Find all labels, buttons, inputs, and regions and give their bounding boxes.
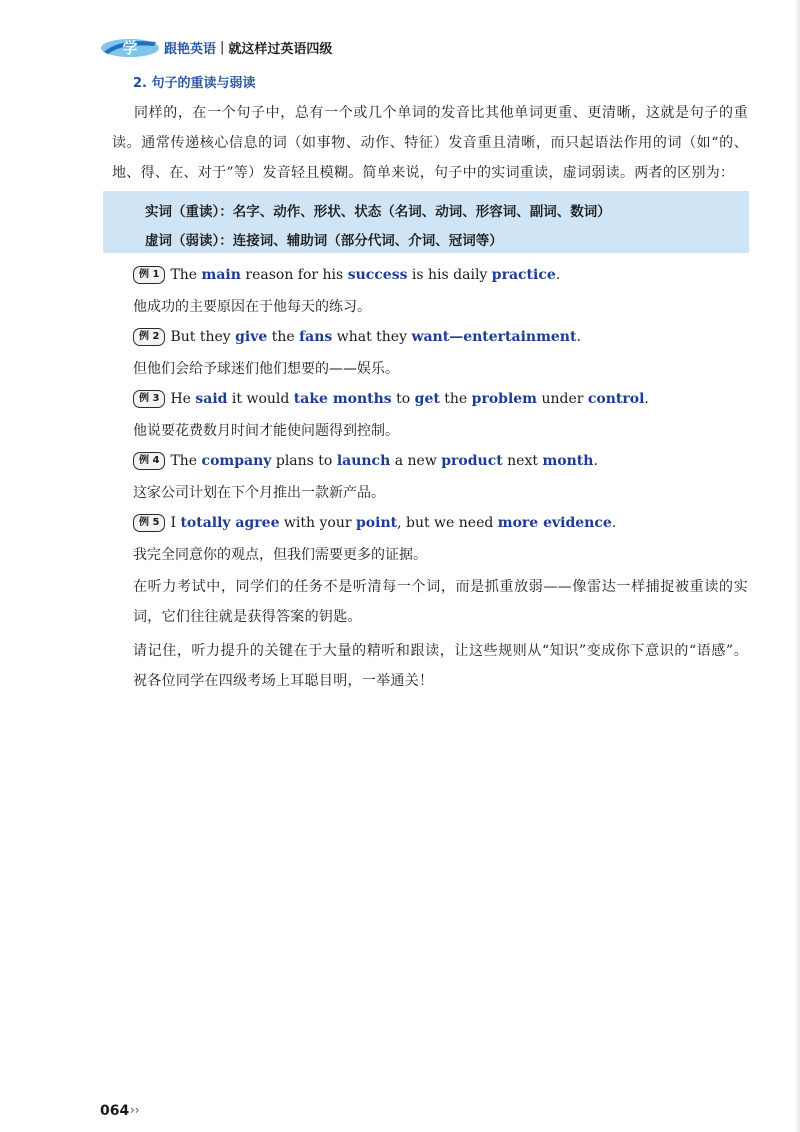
example-text <box>170 267 560 283</box>
unstressed-text: the <box>267 329 300 345</box>
note-content-words: 实词（重读）：名字、动作、形状、状态（名词、动词、形容词、副词、数词） <box>145 204 611 220</box>
example-tag: 例 4 <box>133 452 165 470</box>
stressed-word: product <box>441 453 503 469</box>
stressed-word: said <box>195 391 228 407</box>
example-tag: 例 2 <box>133 328 165 346</box>
stressed-word: get <box>414 391 440 407</box>
section-title: 2. 句子的重读与弱读 <box>133 76 256 91</box>
closing-paragraph: 请记住，听力提升的关键在于大量的精听和跟读，让这些规则从“知识”变成你下意识的“语感”。祝各位同学在四级考场上耳聪目明，一举通关！ <box>133 643 748 689</box>
unstressed-text: is his daily <box>407 267 492 283</box>
example-sentence <box>133 328 581 346</box>
page-edge <box>794 0 800 1132</box>
unstressed-text: reason for his <box>240 267 348 283</box>
example-translation: 他成功的主要原因在于他每天的练习。 <box>133 299 371 315</box>
example-tag: 例 3 <box>133 390 165 408</box>
example-translation: 这家公司计划在下个月推出一款新产品。 <box>133 485 385 501</box>
stressed-word: fans <box>299 329 333 345</box>
page-number: 064 <box>100 1103 130 1119</box>
unstressed-text: He <box>170 391 196 407</box>
stressed-word: take months <box>293 391 392 407</box>
closing-paragraphs <box>133 572 748 696</box>
example-translation: 但他们会给予球迷们他们想要的——娱乐。 <box>133 361 399 377</box>
example-sentence <box>133 452 598 470</box>
example-sentence <box>133 390 649 408</box>
unstressed-text: the <box>439 391 472 407</box>
header-text <box>164 38 332 57</box>
example-translation: 他说要花费数月时间才能使问题得到控制。 <box>133 423 399 439</box>
unstressed-text: plans to <box>271 453 337 469</box>
stressed-word: more evidence <box>497 515 612 531</box>
unstressed-text: next <box>502 453 543 469</box>
unstressed-text: . <box>611 515 617 531</box>
unstressed-text: it would <box>227 391 294 407</box>
unstressed-text: I <box>170 515 181 531</box>
stressed-word: problem <box>471 391 537 407</box>
unstressed-text: with your <box>279 515 356 531</box>
unstressed-text: , but we need <box>397 515 498 531</box>
closing-paragraph: 在听力考试中，同学们的任务不是听清每一个词，而是抓重放弱——像雷达一样捕捉被重读的实词，它们往往就是获得答案的钥匙。 <box>133 579 748 625</box>
example-text <box>170 453 597 469</box>
unstressed-text: to <box>391 391 415 407</box>
brand-logo-icon <box>100 34 160 60</box>
stressed-word: main <box>201 267 241 283</box>
example-tag: 例 5 <box>133 514 165 532</box>
unstressed-text: The <box>170 453 202 469</box>
stressed-word: control <box>587 391 645 407</box>
example-sentence <box>133 266 560 284</box>
header-separator: | <box>220 39 225 55</box>
running-header <box>100 32 332 62</box>
unstressed-text: . <box>593 453 598 469</box>
unstressed-text: But they <box>170 329 236 345</box>
stressed-word: success <box>347 267 408 283</box>
stressed-word: give <box>235 329 268 345</box>
unstressed-text: a new <box>390 453 442 469</box>
stressed-word: month <box>542 453 594 469</box>
stressed-word: practice <box>491 267 556 283</box>
logo-text: 学 <box>122 39 138 57</box>
intro-paragraph: 同样的，在一个句子中，总有一个或几个单词的发音比其他单词更重、更清晰，这就是句子的重读。通常传递核心信息的词（如事物、动作、特征）发音重且清晰，而只起语法作用的词（如“的、地、得、在、对于”等）发音轻且模糊。简单来说，句子中的实词重读，虚词弱读。两者的区别为： <box>112 105 748 181</box>
example-sentence <box>133 514 616 532</box>
page-arrow-icon: ›› <box>130 1103 140 1117</box>
unstressed-text: . <box>644 391 649 407</box>
series-title: 就这样过英语四级 <box>228 41 333 57</box>
stressed-word: launch <box>336 453 391 469</box>
example-text <box>170 515 616 531</box>
stressed-word: company <box>201 453 272 469</box>
stressed-word: point <box>356 515 398 531</box>
example-text <box>170 329 580 345</box>
unstressed-text: . <box>576 329 581 345</box>
unstressed-text: what they <box>332 329 412 345</box>
unstressed-text: under <box>537 391 588 407</box>
stressed-word: totally agree <box>180 515 280 531</box>
example-text <box>170 391 648 407</box>
unstressed-text: The <box>170 267 202 283</box>
brand-name: 跟艳英语 <box>164 41 217 57</box>
stressed-word: want—entertainment <box>411 329 577 345</box>
unstressed-text: . <box>555 267 561 283</box>
note-function-words: 虚词（弱读）：连接词、辅助词（部分代词、介词、冠词等） <box>145 233 503 249</box>
example-tag: 例 1 <box>133 266 165 284</box>
example-translation: 我完全同意你的观点，但我们需要更多的证据。 <box>133 547 427 563</box>
